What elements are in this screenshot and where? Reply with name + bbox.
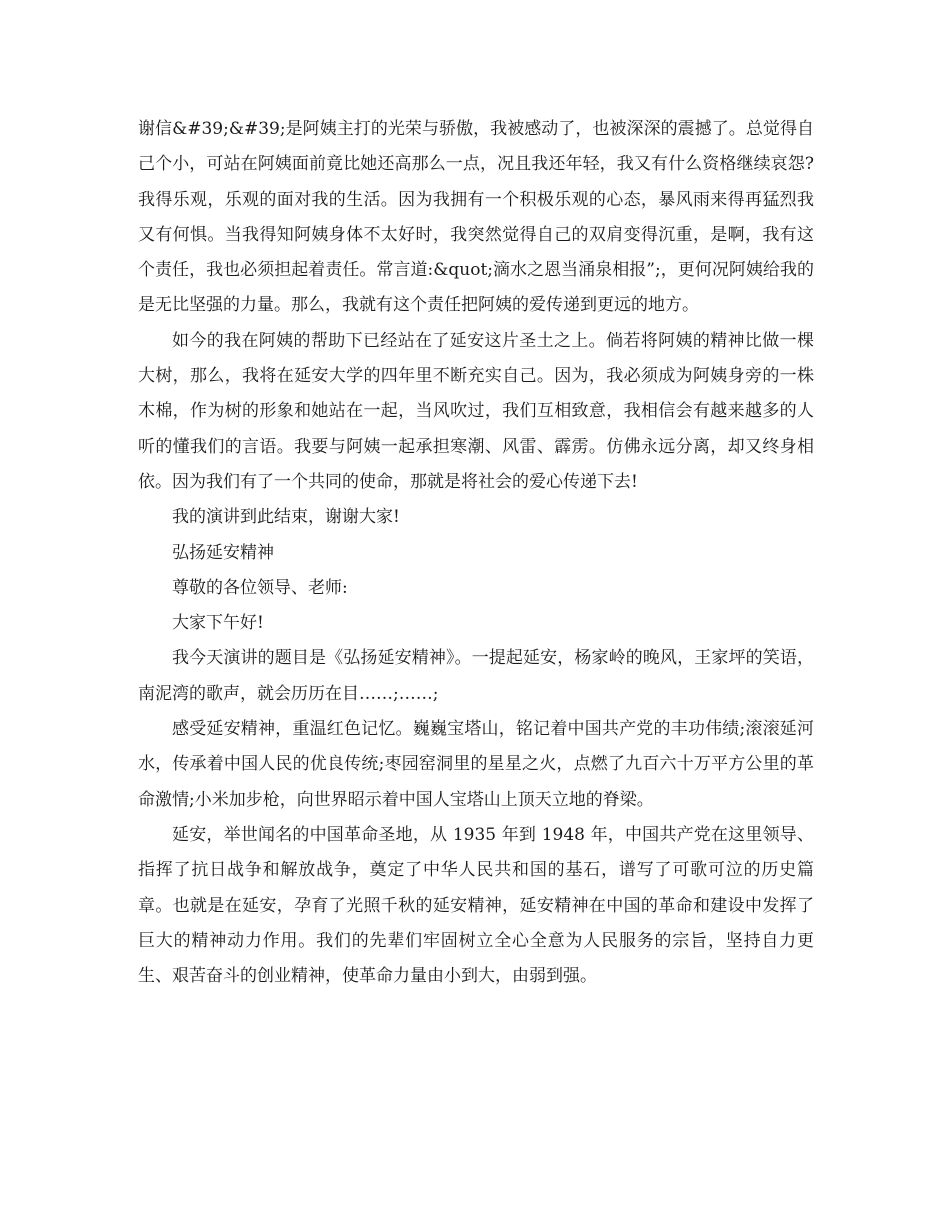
paragraph-1: 谢信&#39;&#39;是阿姨主打的光荣与骄傲，我被感动了，也被深深的震撼了。总觉得自己个小，可站在阿姨面前竟比她还高那么一点，况且我还年轻，我又有什么资格继续哀怨?我得乐观，乐观的面对我的生活。因为我拥有一个积极乐观的心态，暴风雨来得再猛烈我又有何惧。当我得知阿姨身体不太好时，我突然觉得自己的双肩变得沉重，是啊，我有这个责任，我也必须担起着责任。常言道:&quot;滴水之恩当涌泉相报”;，更何况阿姨给我的是无比坚强的力量。那么，我就有这个责任把阿姨的爱传递到更远的地方。 (138, 119, 814, 316)
paragraph-4: 弘扬延安精神 (172, 542, 274, 563)
paragraph-2: 如今的我在阿姨的帮助下已经站在了延安这片圣土之上。倘若将阿姨的精神比做一棵大树，那么，我将在延安大学的四年里不断充实自己。因为，我必须成为阿姨身旁的一株木棉，作为树的形象和她站在一起，当风吹过，我们互相致意，我相信会有越来越多的人听的懂我们的言语。我要与阿姨一起承担寒潮、风雷、霹雳。仿佛永远分离，却又终身相依。因为我们有了一个共同的使命，那就是将社会的爱心传递下去! (138, 330, 814, 492)
paragraph-6: 大家下午好! (172, 613, 264, 634)
paragraph-8: 感受延安精神，重温红色记忆。巍巍宝塔山，铭记着中国共产党的丰功伟绩;滚滚延河水，传承着中国人民的优良传统;枣园窑洞里的星星之火，点燃了九百六十万平方公里的革命激情;小米加步枪，向世界昭示着中国人宝塔山上顶天立地的脊梁。 (138, 719, 814, 810)
document-body (138, 112, 814, 994)
paragraph-7: 我今天演讲的题目是《弘扬延安精神》。一提起延安，杨家岭的晚风，王家坪的笑语，南泥湾的歌声，就会历历在目……;……; (138, 648, 814, 704)
paragraph-5: 尊敬的各位领导、老师: (172, 577, 348, 598)
paragraph-3: 我的演讲到此结束，谢谢大家! (172, 507, 400, 528)
paragraph-9: 延安，举世闻名的中国革命圣地，从 1935 年到 1948 年，中国共产党在这里领导、指挥了抗日战争和解放战争，奠定了中华人民共和国的基石，谱写了可歌可泣的历史篇章。也就是在延安，孕育了光照千秋的延安精神，延安精神在中国的革命和建设中发挥了巨大的精神动力作用。我们的先辈们牢固树立全心全意为人民服务的宗旨，坚持自力更生、艰苦奋斗的创业精神，使革命力量由小到大，由弱到强。 (138, 824, 814, 987)
